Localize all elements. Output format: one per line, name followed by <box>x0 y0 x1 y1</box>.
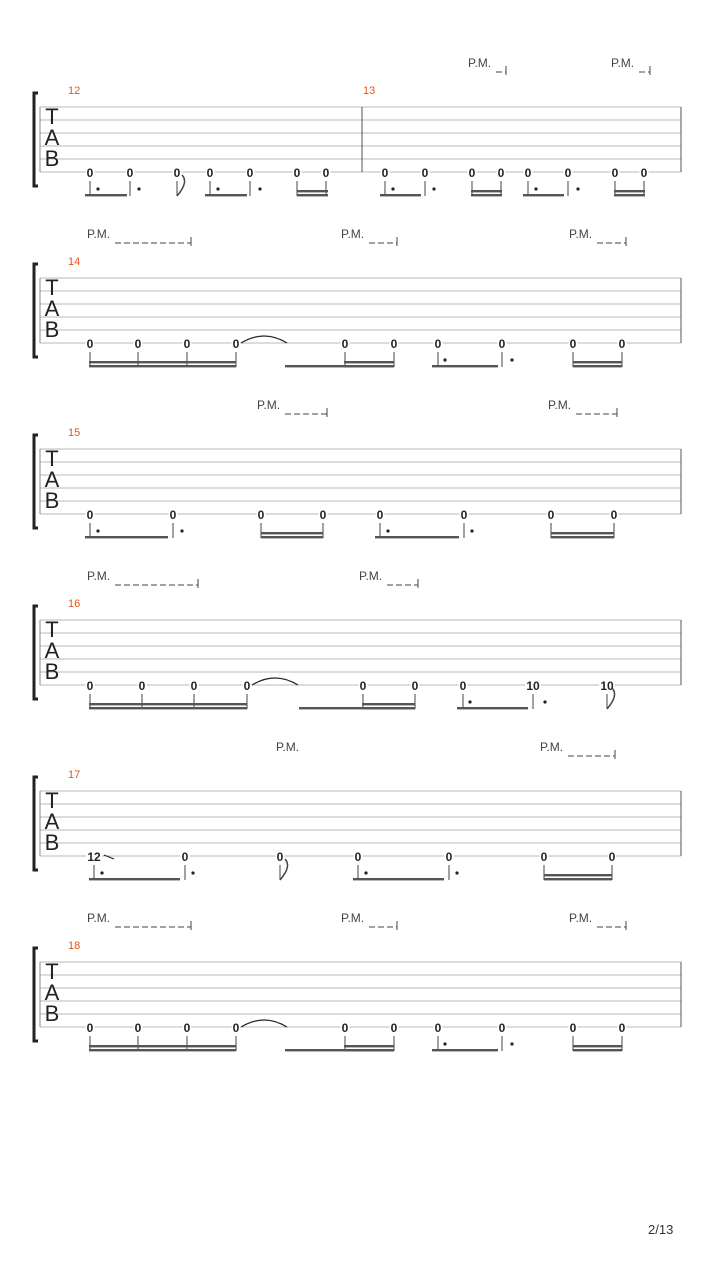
tab-system <box>34 398 681 538</box>
fret-number: 0 <box>134 1021 142 1035</box>
system-bracket <box>34 948 38 1041</box>
bar-number: 17 <box>68 769 81 781</box>
fret-number: 0 <box>468 166 476 180</box>
beam <box>471 194 502 196</box>
fret-number: 0 <box>611 166 619 180</box>
beam <box>344 361 394 363</box>
beam <box>471 190 502 192</box>
palm-mute-label: P.M. <box>569 227 593 241</box>
tab-system <box>34 569 681 709</box>
palm-mute-label: P.M. <box>540 740 564 754</box>
palm-mute-label: P.M. <box>341 227 365 241</box>
tab-clef-letter: A <box>44 125 60 150</box>
palm-mute-label: P.M. <box>87 227 111 241</box>
system-bracket <box>34 606 38 699</box>
beam <box>89 707 247 709</box>
fret-number: 0 <box>564 166 572 180</box>
fret-number: 0 <box>524 166 532 180</box>
beam <box>261 536 323 538</box>
rhythm-dot <box>191 871 194 874</box>
palm-mute-label: P.M. <box>548 398 572 412</box>
fret-number: 0 <box>497 166 505 180</box>
beam <box>523 194 564 196</box>
rhythm-dot <box>576 187 579 190</box>
beam <box>573 365 622 367</box>
beam <box>551 532 614 534</box>
fret-number: 0 <box>445 850 453 864</box>
palm-mute-label: P.M. <box>611 56 635 70</box>
rhythm-dot <box>543 700 546 703</box>
page-number: 2/13 <box>648 1222 674 1237</box>
fret-number: 10 <box>600 679 614 693</box>
fret-number: 0 <box>618 337 626 351</box>
tie-arc <box>241 1020 287 1027</box>
fret-number: 0 <box>126 166 134 180</box>
beam <box>205 194 247 196</box>
fret-number: 0 <box>547 508 555 522</box>
tab-clef-letter: B <box>44 830 60 855</box>
rhythm-dot <box>96 529 99 532</box>
tab-system <box>34 227 681 367</box>
bar-number: 16 <box>68 598 81 610</box>
fret-number: 0 <box>246 166 254 180</box>
beam <box>297 190 328 192</box>
fret-number: 0 <box>608 850 616 864</box>
palm-mute-label: P.M. <box>569 911 593 925</box>
beam <box>380 194 421 196</box>
fret-number: 0 <box>498 337 506 351</box>
system-bracket <box>34 435 38 528</box>
beam <box>362 703 415 705</box>
fret-number: 0 <box>319 508 327 522</box>
palm-mute-label: P.M. <box>87 569 111 583</box>
rhythm-dot <box>216 187 219 190</box>
fret-number: 0 <box>86 679 94 693</box>
fret-number: 0 <box>610 508 618 522</box>
fret-number: 0 <box>341 337 349 351</box>
rhythm-dot <box>432 187 435 190</box>
fret-number: 0 <box>276 850 284 864</box>
fret-number: 0 <box>257 508 265 522</box>
tab-clef-letter: T <box>45 617 59 642</box>
fret-number: 0 <box>232 1021 240 1035</box>
beam <box>614 190 645 192</box>
fret-number: 0 <box>376 508 384 522</box>
rhythm-dot <box>510 358 513 361</box>
fret-number: 0 <box>390 1021 398 1035</box>
beam <box>544 874 612 876</box>
bar-number: 15 <box>68 427 81 439</box>
beam <box>89 365 236 367</box>
beam <box>344 1045 394 1047</box>
fret-number: 0 <box>540 850 548 864</box>
fret-number: 0 <box>206 166 214 180</box>
fret-number: 0 <box>434 1021 442 1035</box>
rhythm-dot <box>391 187 394 190</box>
fret-number: 0 <box>183 1021 191 1035</box>
fret-number: 0 <box>232 337 240 351</box>
rhythm-dot <box>455 871 458 874</box>
beam <box>89 1049 236 1051</box>
tab-clef-letter: B <box>44 488 60 513</box>
palm-mute-label: P.M. <box>87 911 111 925</box>
fret-number: 0 <box>322 166 330 180</box>
beam <box>551 536 614 538</box>
beam <box>85 536 168 538</box>
tab-system <box>34 911 681 1051</box>
tab-clef-letter: B <box>44 317 60 342</box>
beam <box>89 1045 236 1047</box>
rhythm-dot <box>470 529 473 532</box>
fret-number: 0 <box>86 337 94 351</box>
fret-number: 0 <box>86 508 94 522</box>
fret-number: 0 <box>569 337 577 351</box>
tab-system <box>34 740 681 880</box>
fret-number: 0 <box>181 850 189 864</box>
tab-clef-letter: T <box>45 104 59 129</box>
tab-clef-letter: B <box>44 659 60 684</box>
rhythm-dot <box>386 529 389 532</box>
beam <box>614 194 645 196</box>
palm-mute-label: P.M. <box>468 56 492 70</box>
bar-number: 13 <box>363 85 376 97</box>
beam <box>457 707 528 709</box>
palm-mute-label: P.M. <box>257 398 281 412</box>
tab-clef-letter: A <box>44 467 60 492</box>
beam <box>344 1049 394 1051</box>
bar-number: 18 <box>68 940 81 952</box>
bar-number: 14 <box>68 256 81 268</box>
bar-number: 12 <box>68 85 81 97</box>
fret-number: 0 <box>640 166 648 180</box>
tab-clef-letter: B <box>44 146 60 171</box>
fret-number: 0 <box>138 679 146 693</box>
fret-number: 0 <box>190 679 198 693</box>
fret-number: 0 <box>169 508 177 522</box>
rhythm-dot <box>468 700 471 703</box>
fret-number: 0 <box>569 1021 577 1035</box>
fret-number: 0 <box>359 679 367 693</box>
fret-number: 0 <box>354 850 362 864</box>
rhythm-dot <box>137 187 140 190</box>
tab-system <box>34 56 681 196</box>
beam <box>89 361 236 363</box>
beam <box>375 536 459 538</box>
tab-clef-letter: A <box>44 638 60 663</box>
fret-number: 0 <box>243 679 251 693</box>
fret-number: 0 <box>173 166 181 180</box>
system-bracket <box>34 777 38 870</box>
tab-clef-letter: T <box>45 446 59 471</box>
rhythm-dot <box>364 871 367 874</box>
fret-number: 0 <box>618 1021 626 1035</box>
tab-clef-letter: B <box>44 1001 60 1026</box>
beam <box>573 1049 622 1051</box>
fret-number: 12 <box>87 850 101 864</box>
beam <box>297 194 328 196</box>
fret-number: 0 <box>434 337 442 351</box>
beam <box>344 365 394 367</box>
rhythm-dot <box>180 529 183 532</box>
beam <box>353 878 444 880</box>
fret-number: 0 <box>411 679 419 693</box>
rhythm-dot <box>96 187 99 190</box>
fret-number: 0 <box>421 166 429 180</box>
rhythm-dot <box>534 187 537 190</box>
tie-arc <box>241 336 287 343</box>
fret-number: 0 <box>134 337 142 351</box>
rhythm-dot <box>100 871 103 874</box>
fret-number: 0 <box>459 679 467 693</box>
rhythm-dot <box>258 187 261 190</box>
beam <box>362 707 415 709</box>
fret-number: 0 <box>381 166 389 180</box>
rhythm-dot <box>443 358 446 361</box>
fret-number: 0 <box>460 508 468 522</box>
beam <box>85 194 127 196</box>
tab-clef-letter: T <box>45 275 59 300</box>
fret-number: 0 <box>183 337 191 351</box>
tab-clef-letter: T <box>45 788 59 813</box>
tab-clef-letter: A <box>44 809 60 834</box>
beam <box>432 1049 498 1051</box>
beam <box>89 878 180 880</box>
fret-number: 0 <box>341 1021 349 1035</box>
fret-number: 0 <box>498 1021 506 1035</box>
beam <box>261 532 323 534</box>
fret-number: 0 <box>86 1021 94 1035</box>
tab-clef-letter: A <box>44 980 60 1005</box>
palm-mute-label: P.M. <box>359 569 383 583</box>
palm-mute-label: P.M. <box>276 740 300 754</box>
beam <box>432 365 498 367</box>
fret-number: 0 <box>86 166 94 180</box>
rhythm-dot <box>443 1042 446 1045</box>
beam <box>573 1045 622 1047</box>
fret-number: 0 <box>293 166 301 180</box>
tab-clef-letter: T <box>45 959 59 984</box>
palm-mute-label: P.M. <box>341 911 365 925</box>
beam <box>89 703 247 705</box>
tie-arc <box>252 678 298 685</box>
fret-number: 0 <box>390 337 398 351</box>
system-bracket <box>34 93 38 186</box>
system-bracket <box>34 264 38 357</box>
beam <box>544 878 612 880</box>
tab-clef-letter: A <box>44 296 60 321</box>
beam <box>573 361 622 363</box>
rhythm-dot <box>510 1042 513 1045</box>
fret-number: 10 <box>526 679 540 693</box>
